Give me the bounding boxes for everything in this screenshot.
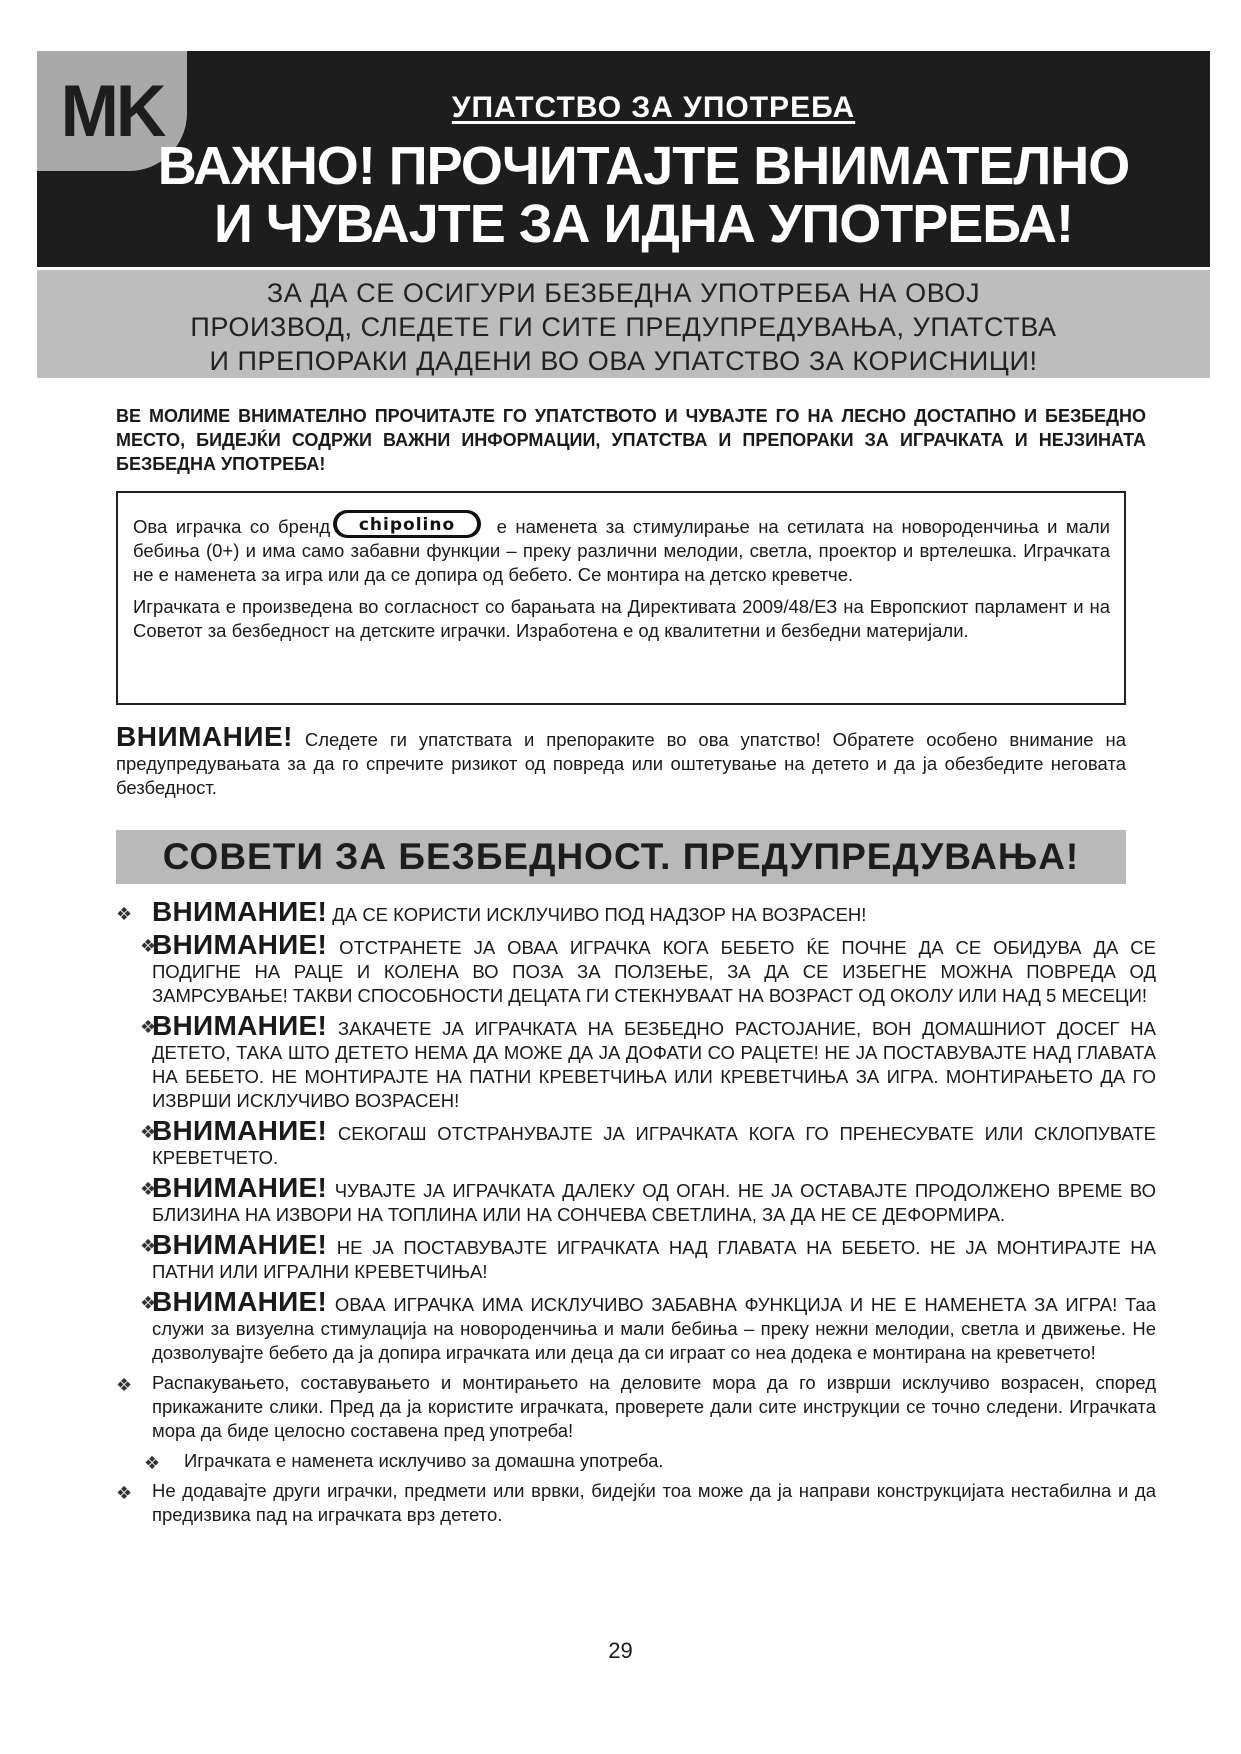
header-banner	[37, 51, 1210, 267]
warning-item: ❖ ВНИМАНИЕ! ОТСТРАНЕТЕ ЈА ОВАА ИГРАЧКА КОГА БЕБЕТО ЌЕ ПОЧНЕ ДА СЕ ОБИДУВА ДА СЕ ПОДИГНЕ НА РАЦЕ И КОЛЕНА ВО ПОЗА ЗА ПОЛЗЕЊЕ, ЗА ДА СЕ ИЗБЕГНЕ МОЖНА ПОВРЕДА ОД ЗАМРСУВАЊЕ! ТАКВИ СПОСОБНОСТИ ДЕЦАТА ГИ СТЕКНУВААТ НА ВОЗРАСТ ОД ОКОЛУ ИЛИ НАД 5 МЕСЕЦИ!	[140, 929, 1156, 1006]
intro-paragraph: ВЕ МОЛИМЕ ВНИМАТЕЛНО ПРОЧИТАЈТЕ ГО УПАТСТВОТО И ЧУВАЈТЕ ГО НА ЛЕСНО ДОСТАПНО И БЕЗБЕДНО МЕСТО, БИДЕЈЌИ СОДРЖИ ВАЖНИ ИНФОРМАЦИИ, УПАТСТВА И ПРЕПОРАКИ ЗА ИГРАЧКАТА И НЕЈЗИНАТА БЕЗБЕДНА УПОТРЕБА!	[116, 406, 1146, 474]
bullet-icon: ❖	[140, 1179, 157, 1200]
section-heading: СОВЕТИ ЗА БЕЗБЕДНОСТ. ПРЕДУПРЕДУВАЊА!	[116, 830, 1126, 884]
bullet-icon: ❖	[140, 1122, 157, 1143]
svg-text:chipolino: chipolino	[359, 515, 456, 535]
page-title	[37, 137, 1210, 253]
note-item: ❖ Распакувањето, составувањето и монтирањето на деловите мора да го изврши исклучиво возрасен, според прикажаните слики. Пред да ја користите играчката, проверете дали сите инструкции се точно следени. Играчката мора да биде целосно составена пред употреба!	[116, 1372, 1156, 1441]
attention-text: Следете ги упатствата и препораките во ова упатство! Обратете особено внимание на предупредувањата за да го спречите ризикот од повреда или оштетување на детето и да ја обезбедите неговата безбедност.	[116, 729, 1126, 798]
chipolino-logo	[332, 509, 482, 539]
notice-line-1: ЗА ДА СЕ ОСИГУРИ БЕЗБЕДНА УПОТРЕБА НА ОВОЈ	[266, 278, 981, 308]
warning-item: ❖ ВНИМАНИЕ! НЕ ЈА ПОСТАВУВАЈТЕ ИГРАЧКАТА НАД ГЛАВАТА НА БЕБЕТО. НЕ ЈА МОНТИРАЈТЕ НА ПАТНИ ИЛИ ИГРАЛНИ КРЕВЕТЧИЊА!	[140, 1229, 1156, 1282]
warnings-list	[116, 896, 1156, 1533]
info-paragraph-2: Играчката е произведена во согласност со барањата на Директивата 2009/48/ЕЗ на Европскиот парламент и на Советот за безбедност на детските играчки. Изработена е од квалитетни и безбедни материјали.	[133, 596, 1110, 641]
bullet-icon: ❖	[116, 1375, 133, 1396]
title-line-1: ВАЖНО! ПРОЧИТАЈТЕ ВНИМАТЕЛНО	[157, 136, 1130, 196]
bullet-icon: ❖	[140, 1236, 157, 1257]
warning-item: ❖ ВНИМАНИЕ! ОВАА ИГРАЧКА ИМА ИСКЛУЧИВО ЗАБАВНА ФУНКЦИЈА И НЕ Е НАМЕНЕТА ЗА ИГРА! Таа служи за визуелна стимулација на новороденчиња и мали бебиња – преку нежни мелодии, светла и движење. Не дозволувајте бебето да ја допира играчката или деца да си играат со неа додека е монтирана на креветчето!	[140, 1286, 1156, 1363]
product-info-box	[116, 491, 1126, 705]
attention-paragraph	[116, 721, 1126, 800]
manual-subtitle: УПАТСТВО ЗА УПОТРЕБА	[451, 91, 856, 124]
title-line-2: И ЧУВАЈТЕ ЗА ИДНА УПОТРЕБА!	[214, 194, 1073, 254]
safety-notice-band	[37, 270, 1210, 378]
bullet-icon: ❖	[140, 1293, 157, 1314]
bullet-icon: ❖	[144, 1453, 161, 1474]
attention-label: ВНИМАНИЕ!	[116, 721, 293, 752]
info-paragraph-1: Ова играчка со бренд chipolino е наменета за стимулирање на сетилата на новороденчиња и мали бебиња (0+) и има само забавни функции – преку различни мелодии, светла, проектор и вртелешка. Играчката не е наменета за игра или да се допира од бебето. Се монтира на детско креветче.	[133, 509, 1110, 587]
warning-item: ❖ ВНИМАНИЕ! СЕКОГАШ ОТСТРАНУВАЈТЕ ЈА ИГРАЧКАТА КОГА ГО ПРЕНЕСУВАТЕ ИЛИ СКЛОПУВАТЕ КРЕВЕТЧЕТО.	[140, 1115, 1156, 1168]
language-code: MK	[60, 70, 164, 152]
note-item: ❖ Не додавајте други играчки, предмети или врвки, бидејќи тоа може да ја направи конструкцијата нестабилна и да предизвика пад на играчката врз детето.	[116, 1480, 1156, 1525]
note-item: ❖ Играчката е наменета исклучиво за домашна употреба.	[144, 1450, 664, 1474]
notice-line-2: ПРОИЗВОД, СЛЕДЕТЕ ГИ СИТЕ ПРЕДУПРЕДУВАЊА, УПАТСТВА	[190, 312, 1057, 342]
bullet-icon: ❖	[116, 904, 133, 925]
page-number: 29	[608, 1638, 633, 1663]
bullet-icon: ❖	[140, 936, 157, 957]
bullet-icon: ❖	[140, 1017, 157, 1038]
warning-item: ❖ ВНИМАНИЕ! ЗАКАЧЕТЕ ЈА ИГРАЧКАТА НА БЕЗБЕДНО РАСТОЈАНИЕ, ВОН ДОМАШНИОТ ДОСЕГ НА ДЕТЕТО, ТАКА ШТО ДЕТЕТО НЕМА ДА МОЖЕ ДА ЈА ДОФАТИ СО РАЦЕТЕ! НЕ ЈА ПОСТАВУВАЈТЕ НАД ГЛАВАТА НА БЕБЕТО. НЕ МОНТИРАЈТЕ НА ПАТНИ КРЕВЕТЧИЊА ИЛИ КРЕВЕТЧИЊА ЗА ИГРА. МОНТИРАЊЕТО ДА ГО ИЗВРШИ ИСКЛУЧИВО ВОЗРАСЕН!	[140, 1010, 1156, 1111]
bullet-icon: ❖	[116, 1483, 133, 1504]
warning-item: ❖ ВНИМАНИЕ! ЧУВАЈТЕ ЈА ИГРАЧКАТА ДАЛЕКУ ОД ОГАН. НЕ ЈА ОСТАВАЈТЕ ПРОДОЛЖЕНО ВРЕМЕ ВО БЛИЗИНА НА ИЗВОРИ НА ТОПЛИНА ИЛИ НА СОНЧЕВА СВЕТЛИНА, ЗА ДА НЕ СЕ ДЕФОРМИРА.	[140, 1172, 1156, 1225]
warning-item: ❖ ВНИМАНИЕ! ДА СЕ КОРИСТИ ИСКЛУЧИВО ПОД НАДЗОР НА ВОЗРАСЕН!	[116, 896, 867, 927]
notice-line-3: И ПРЕПОРАКИ ДАДЕНИ ВО ОВА УПАТСТВО ЗА КОРИСНИЦИ!	[209, 346, 1038, 376]
